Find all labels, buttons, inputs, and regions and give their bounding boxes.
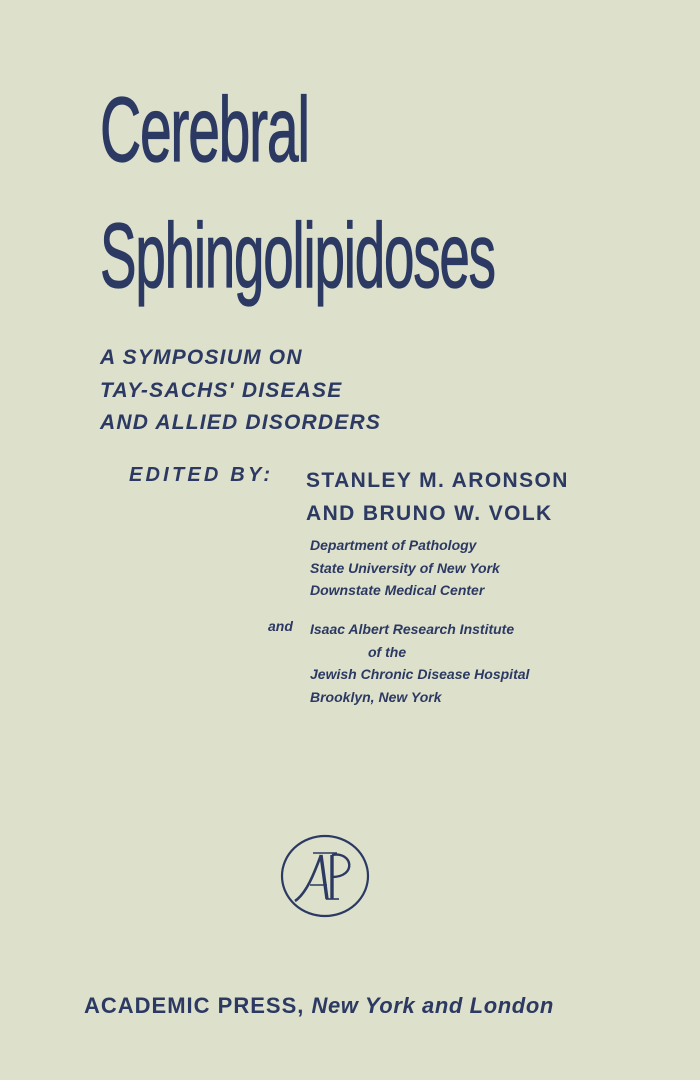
affiliation-1-line-2: State University of New York (310, 559, 500, 576)
affiliation-2-line-1: Isaac Albert Research Institute (310, 621, 515, 637)
title-line-2: Sphingolipidoses (100, 205, 495, 307)
affiliation-2-line-3: Jewish Chronic Disease Hospital (310, 666, 530, 682)
affiliation-2-line-2: of the (368, 643, 407, 660)
publisher-location: New York and London (311, 993, 554, 1018)
subtitle (100, 342, 381, 440)
affiliation-1 (310, 534, 500, 602)
subtitle-line-2: TAY-SACHS' DISEASE (100, 378, 343, 402)
affiliation-1-line-3: Downstate Medical Center (310, 582, 485, 598)
subtitle-line-1: A SYMPOSIUM ON (100, 346, 303, 369)
editors (306, 464, 569, 530)
publisher-name: ACADEMIC PRESS, (84, 993, 305, 1018)
publisher (84, 993, 554, 1019)
subtitle-line-3: AND ALLIED DISORDERS (100, 411, 382, 434)
affiliation-2-line-4: Brooklyn, New York (310, 688, 442, 705)
affiliation-2 (310, 618, 529, 708)
title-line-1: Cerebral (100, 79, 309, 181)
editor-line-2: AND BRUNO W. VOLK (306, 502, 553, 525)
ap-monogram-icon (277, 833, 373, 919)
affiliation-1-line-1: Department of Pathology (310, 537, 477, 553)
editor-line-1: STANLEY M. ARONSON (306, 469, 569, 492)
and-label: and (268, 618, 293, 634)
edited-by-label: EDITED BY: (129, 464, 274, 486)
